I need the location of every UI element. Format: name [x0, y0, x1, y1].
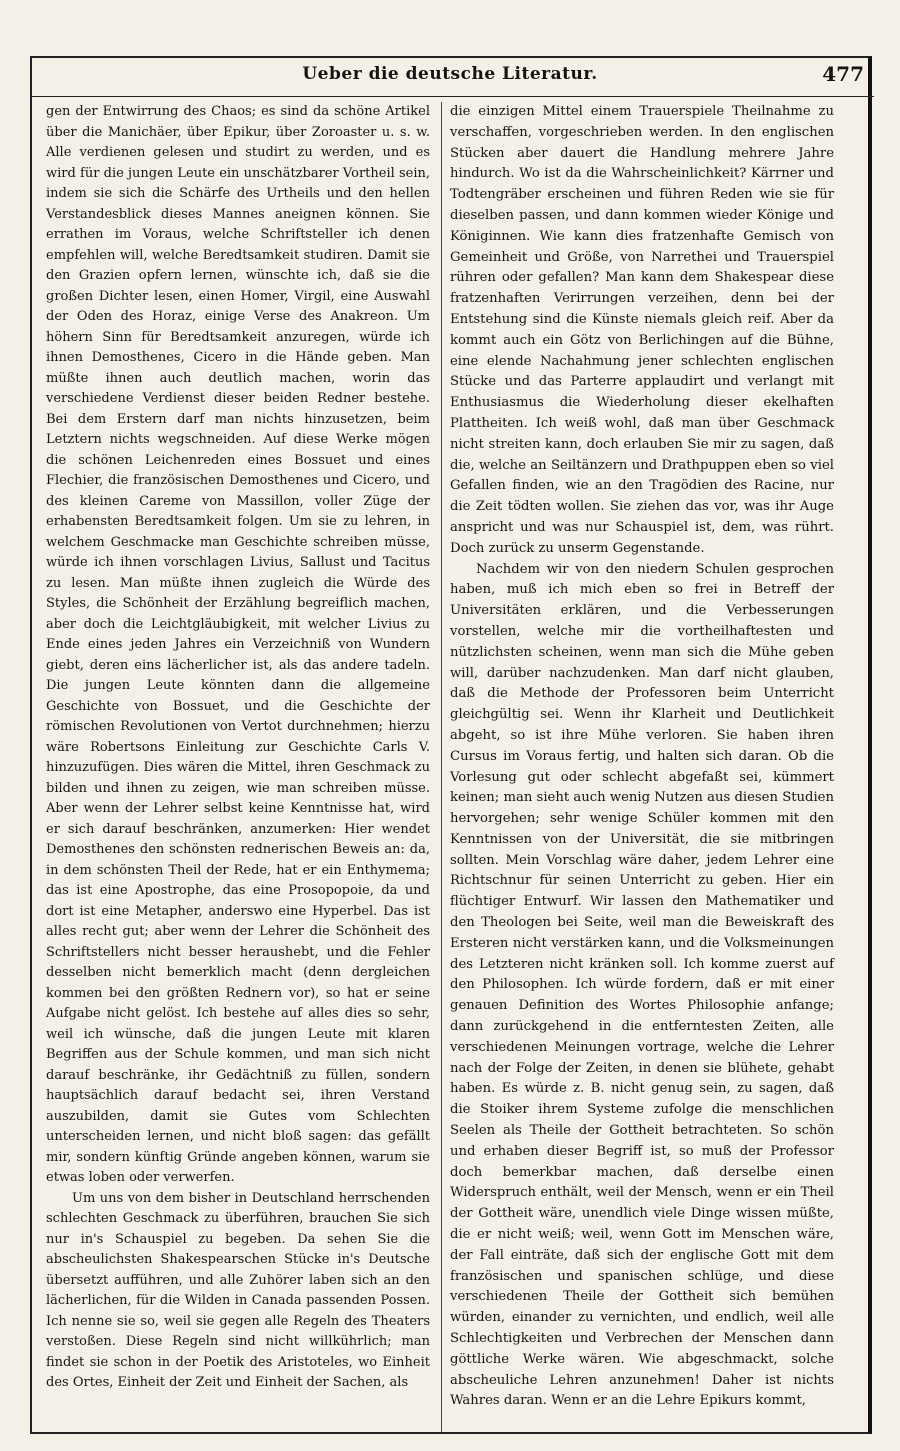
paragraph: Um uns von dem bisher in Deutschland herrschenden schlechten Geschmack zu überführen, brauchen Sie sich nur in's Schauspiel zu begeben. Da sehen Sie die abscheulichsten Shakespearschen Stücke in's Deutsche übersetzt aufführen, und alle Zuhörer laben sich an den lächerlichen, für die Wilden in Canada passenden Possen. Ich nenne sie so, weil sie gegen alle Regeln des Theaters verstoßen. Diese Regeln sind nicht willkührlich; man findet sie schon in der Poetik des Aristoteles, wo Einheit des Ortes, Einheit der Zeit und Einheit der Sachen, als — [46, 1190, 430, 1390]
right-column — [450, 102, 834, 1412]
column-divider — [441, 102, 442, 1432]
left-column — [46, 102, 430, 1394]
page-number: 477 — [822, 62, 864, 86]
paragraph: gen der Entwirrung des Chaos; es sind da schöne Artikel über die Manichäer, über Epikur, über Zoroaster u. s. w. Alle verdienen gelesen und studirt zu werden, und es wird für die jungen Leute ein unschätzbarer Vortheil sein, indem sie sich die Schärfe des Urtheils und den hellen Verstandesblick dieses Mannes aneignen können. Sie errathen im Voraus, welche Schriftsteller ich denen empfehlen will, welche Beredtsamkeit studiren. Damit sie den Grazien opfern lernen, wünschte ich, daß sie die großen Dichter lesen, einen Homer, Virgil, eine Auswahl der Oden des Horaz, einige Verse des Anakreon. Um höhern Sinn für Beredtsamkeit anzuregen, würde ich ihnen Demosthenes, Cicero in die Hände geben. Man müßte ihnen auch deutlich machen, worin das verschiedene Verdienst dieser beiden Redner bestehe. Bei dem Erstern darf man nichts hinzusetzen, beim Letztern nichts wegschneiden. Auf diese Werke mögen die schönen Leichenreden eines Bossuet und eines Flechier, die französischen Demosthenes und Cicero, und des kleinen Careme von Massillon, voller Züge der erhabensten Beredtsamkeit folgen. Um sie zu lehren, in welchem Geschmacke man Geschichte schreiben müsse, würde ich ihnen vorschlagen Livius, Sallust und Tacitus zu lesen. Man müßte ihnen zugleich die Würde des Styles, die Schönheit der Erzählung begreiflich machen, aber doch die Leichtgläubigkeit, mit welcher Livius zu Ende eines jeden Jahres ein Verzeichniß von Wundern giebt, deren eins lächerlicher ist, als das andere tadeln. Die jungen Leute könnten dann die allgemeine Geschichte von Bossuet, und die Geschichte der römischen Revolutionen von Vertot durchnehmen; hierzu wäre Robertsons Einleitung zur Geschichte Carls V. hinzuzufügen. Dies wären die Mittel, ihren Geschmack zu bilden und ihnen zu zeigen, wie man schreiben müsse. Aber wenn der Lehrer selbst keine Kenntnisse hat, wird er sich darauf beschränken, anzumerken: Hier wendet Demosthenes den schönsten rednerischen Beweis an: da, in dem schönsten Theil der Rede, hat er ein Enthymema; das ist eine Apostrophe, das eine Prosopopoie, da und dort ist eine Metapher, anderswo eine Hyperbel. Das ist alles recht gut; aber wenn der Lehrer die Schönheit des Schriftstellers nicht besser heraushebt, und die Fehler desselben nicht bemerklich macht (denn dergleichen kommen bei den größten Rednern vor), so hat er seine Aufgabe nicht gelöst. Ich bestehe auf alles dies so sehr, weil ich wünsche, daß die jungen Leute mit klaren Begriffen aus der Schule kommen, und man sich nicht darauf beschränke, ihr Gedächtniß zu füllen, sondern hauptsächlich darauf bedacht sei, ihren Verstand auszubilden, damit sie Gutes vom Schlechten unterscheiden lernen, und nicht bloß sagen: das gefällt mir, sondern künftig Gründe angeben können, warum sie etwas loben oder verwerfen. — [46, 104, 430, 1185]
paragraph: Nachdem wir von den niedern Schulen gesprochen haben, muß ich mich eben so frei in Betreff der Universitäten erklären, und die Verbesserungen vorstellen, welche mir die vortheilhaftesten und nützlichsten scheinen, wenn man sich die Mühe geben will, darüber nachzudenken. Man darf nicht glauben, daß die Methode der Professoren beim Unterricht gleichgültig sei. Wenn ihr Klarheit und Deutlichkeit abgeht, so ist ihre Mühe verloren. Sie haben ihren Cursus im Voraus fertig, und halten sich daran. Ob die Vorlesung gut oder schlecht abgefaßt sei, kümmert keinen; man sieht auch wenig Nutzen aus diesen Studien hervorgehen; sehr wenige Schüler kommen mit den Kenntnissen von der Universität, die sie mitbringen sollten. Mein Vorschlag wäre daher, jedem Lehrer eine Richtschnur für seinen Unterricht zu geben. Hier ein flüchtiger Entwurf. Wir lassen den Mathematiker und den Theologen bei Seite, weil man die Beweiskraft des Ersteren nicht verstärken kann, und die Volksmeinungen des Letzteren nicht kränken soll. Ich komme zuerst auf den Philosophen. Ich würde fordern, daß er mit einer genauen Definition des Wortes Philosophie anfange; dann zurückgehend in die entferntesten Zeiten, alle verschiedenen Meinungen vortrage, welche die Lehrer nach der Folge der Zeiten, in denen sie blühete, gehabt haben. Es würde z. B. nicht genug sein, zu sagen, daß die Stoiker ihrem Systeme zufolge die menschlichen Seelen als Theile der Gottheit betrachteten. So schön und erhaben dieser Begriff ist, so muß der Professor doch bemerkbar machen, daß derselbe einen Widerspruch enthält, weil der Mensch, wenn er ein Theil der Gottheit wäre, unendlich viele Dinge wissen müßte, die er nicht weiß; weil, wenn Gott im Menschen wäre, der Fall einträte, daß sich der englische Gott mit dem französischen und spanischen schlüge, und diese verschiedenen Theile der Gottheit sich bemühen würden, einander zu vernichten, und endlich, weil alle Schlechtigkeiten und Verbrechen der Menschen dann göttliche Werke wären. Wie abgeschmackt, solche abscheuliche Lehren anzunehmen! Daher ist nichts Wahres daran. Wenn er an die Lehre Epikurs kommt, — [450, 561, 834, 1409]
header-rule — [30, 96, 874, 97]
paragraph: die einzigen Mittel einem Trauerspiele Theilnahme zu verschaffen, vorgeschrieben werden. In den englischen Stücken aber dauert die Handlung mehrere Jahre hindurch. Wo ist da die Wahrscheinlichkeit? Kärrner und Todtengräber erscheinen und führen Reden wie sie für dieselben passen, und dann kommen wieder Könige und Königinnen. Wie kann dies fratzenhafte Gemisch von Gemeinheit und Größe, von Narrethei und Trauerspiel rühren oder gefallen? Man kann dem Shakespear diese fratzenhaften Verirrungen verzeihen, denn bei der Entstehung sind die Künste niemals gleich reif. Aber da kommt auch ein Götz von Berlichingen auf die Bühne, eine elende Nachahmung jener schlechten englischen Stücke und das Parterre applaudirt und verlangt mit Enthusiasmus die Wiederholung dieser ekelhaften Plattheiten. Ich weiß wohl, daß man über Geschmack nicht streiten kann, doch erlauben Sie mir zu sagen, daß die, welche an Seiltänzern und Drathpuppen eben so viel Gefallen finden, wie an den Tragödien des Racine, nur die Zeit tödten wollen. Sie ziehen das vor, was ihr Auge anspricht und was nur Schauspiel ist, dem, was rührt. Doch zurück zu unserm Gegenstande. — [450, 104, 834, 556]
running-head: Ueber die deutsche Literatur. — [302, 64, 598, 84]
